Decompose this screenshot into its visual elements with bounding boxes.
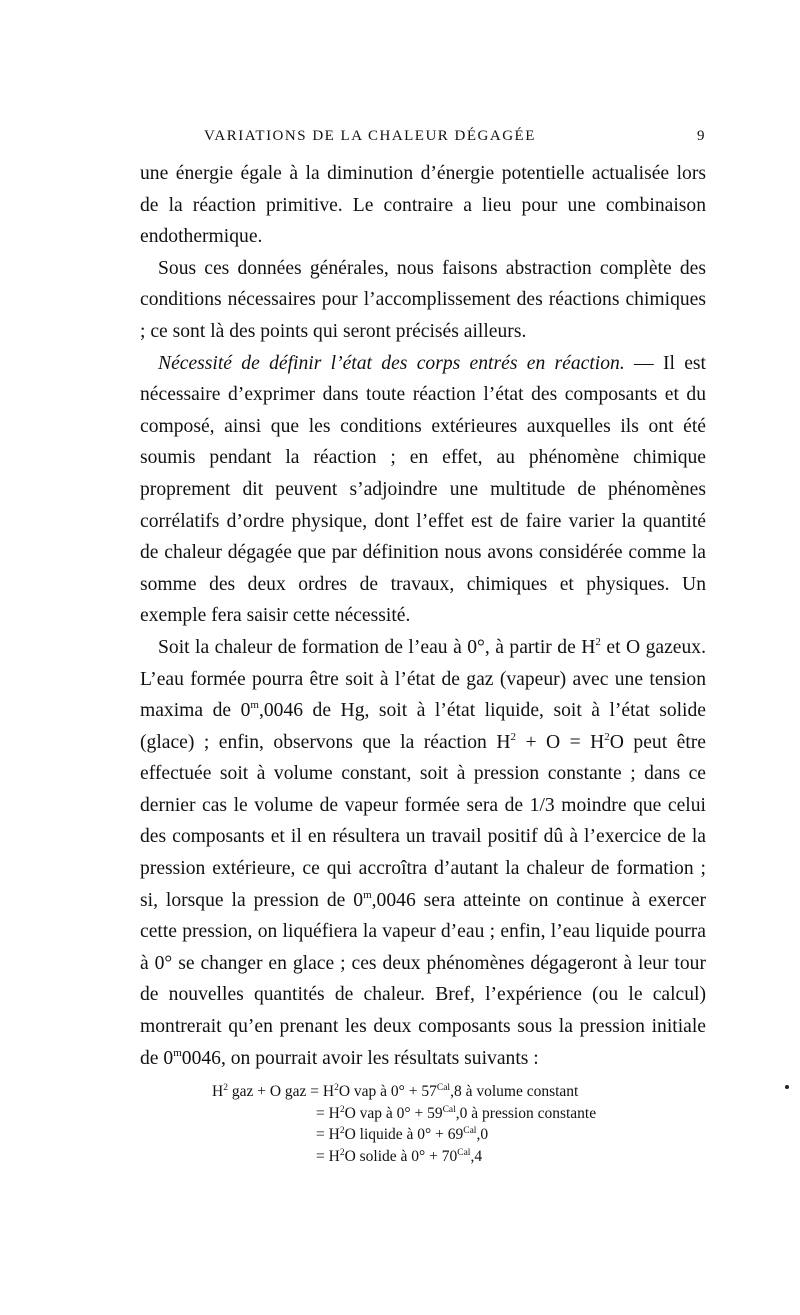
eq-superscript: 2 [334,1083,339,1093]
eq-text: ,0 [476,1126,489,1143]
eq-text: O vap à 0° + 57 [338,1083,437,1100]
superscript: 2 [595,635,601,648]
eq-text: gaz + O gaz = H [227,1083,335,1100]
eq-superscript: 2 [339,1126,345,1136]
eq-text: O vap à 0° + 59 [344,1104,443,1122]
equation-line [212,1146,672,1168]
margin-mark [785,1085,789,1089]
paragraph-necessity-text: — Il est nécessaire d’exprimer dans toute réaction l’état des composants et du composé, ainsi que les conditions extérieures auxquelles ils ont été soumis pendant la réaction ; en effet, au phénomène chimique proprement dit peuvent s’adjoindre une multitude de phénomènes corrélatifs d’ordre physique, dont l’effet est de faire varier la quantité de chaleur dégagée que par définition nous avons considérée comme la somme des deux ordres de travaux, chimiques et physiques. Un exemple fera saisir cette nécessité. [140,352,706,627]
text-run: ,0046 de Hg, soit à l’état liquide, soit à l’état solide (glace) ; enfin, observons que la réaction H [140,700,706,753]
eq-text: O liquide à 0° + 69 [344,1126,464,1143]
eq-unit: Cal [442,1104,456,1115]
equation-line [212,1103,672,1125]
text-run: Soit la chaleur de formation de l’eau à 0°, à partir de H [158,636,596,658]
eq-superscript: 2 [339,1147,345,1158]
eq-text: H [212,1083,224,1100]
equation-line [212,1124,672,1146]
eq-text: ,8 à volume constant [450,1083,579,1100]
text-run: + O = H [515,731,605,753]
text-run: 0046, on pourrait avoir les résultats suivants : [181,1047,539,1069]
paragraph-necessity [140,348,706,632]
superscript: m [363,888,372,901]
body-text [140,158,706,1074]
eq-text: = H [316,1104,340,1122]
eq-superscript: 2 [223,1083,228,1093]
eq-text: = H [316,1147,340,1165]
section-heading: Nécessité de définir l’état des corps entrés en réaction. [158,352,625,374]
eq-unit: Cal [457,1147,471,1158]
superscript: m [173,1046,182,1059]
eq-unit: Cal [436,1083,451,1093]
page-number: 9 [697,128,706,144]
equations-block [212,1081,672,1167]
superscript: m [250,699,259,712]
paragraph-general-data: Sous ces données générales, nous faisons abstraction complète des conditions nécessaires pour l’accomplissement des réactions chimiques ; ce sont là des points qui seront précisés ailleurs. [140,257,706,342]
eq-unit: Cal [463,1126,477,1136]
superscript: 2 [604,730,610,743]
text-run: O peut être effectuée soit à volume constant, soit à pression constante ; dans ce dernier cas le volume de vapeur formée sera de 1/3 moindre que celui des composants et il en résultera un travail positif dû à l’exercice de la pression extérieure, ce qui accroîtra d’autant la chaleur de formation ; si, lorsque la pression de 0 [140,731,707,911]
paragraph-water-example [140,632,706,1074]
eq-text: O solide à 0° + 70 [344,1147,458,1165]
superscript: 2 [510,730,516,743]
eq-text: = H [316,1126,340,1143]
text-run: et O gazeux. L’eau formée pourra être soit à l’état de gaz (vapeur) avec une tension maxima de 0 [140,636,706,722]
running-head-title: VARIATIONS DE LA CHALEUR DÉGAGÉE [204,128,536,144]
eq-text: ,4 [470,1147,483,1165]
equation-line [212,1081,672,1103]
paragraph-continuation: une énergie égale à la diminution d’énergie potentielle actualisée lors de la réaction primitive. Le contraire a lieu pour une combinaison endothermique. [140,163,706,248]
eq-text: ,0 à pression constante [455,1104,597,1122]
text-run: ,0046 sera atteinte on continue à exercer cette pression, on liquéfiera la vapeur d’eau ; enfin, l’eau liquide pourra à 0° se changer en glace ; ces deux phénomènes dégageront à leur tour de nouvelles quantités de chaleur. Bref, l’expérience (ou le calcul) montrerait qu’en prenant les deux composants sous la pression initiale de 0 [140,889,706,1069]
eq-superscript: 2 [339,1104,345,1115]
